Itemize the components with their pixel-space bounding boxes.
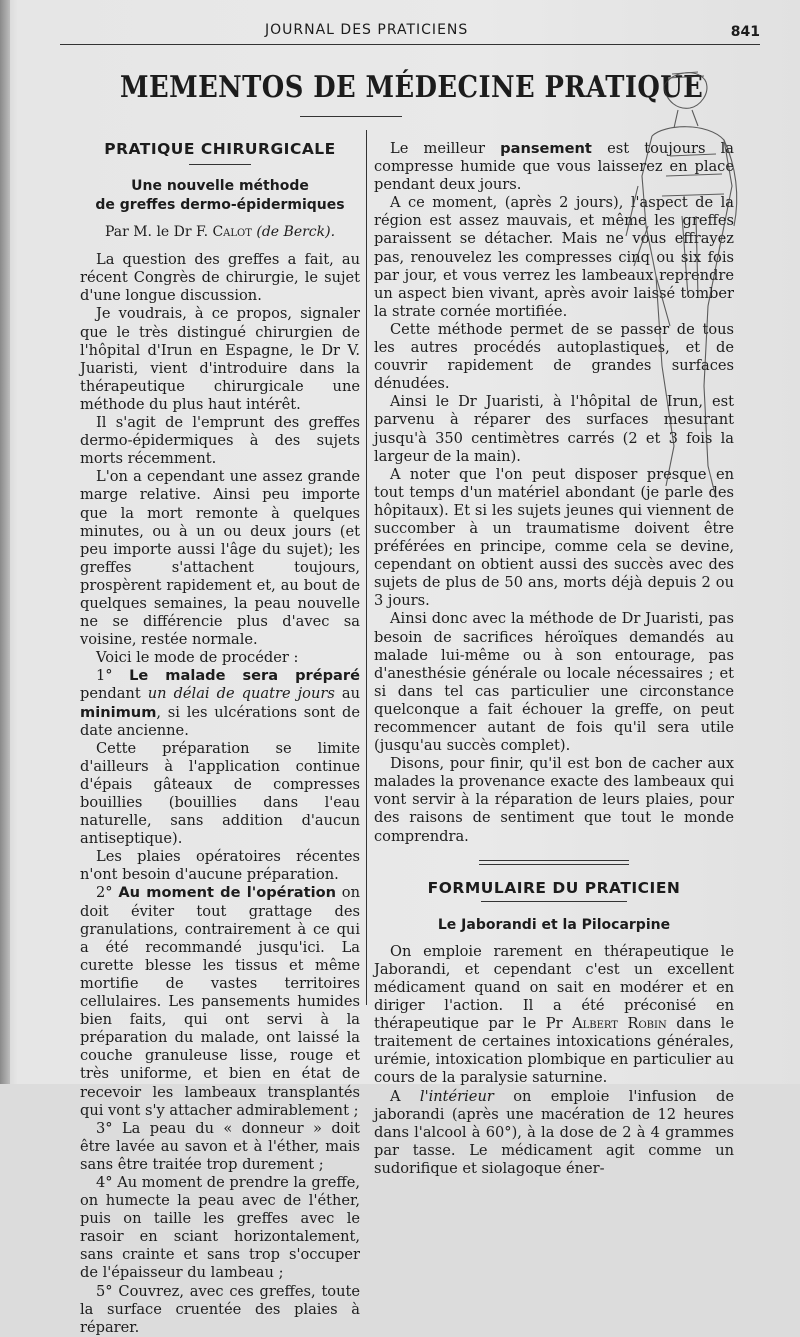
byline-author: Calot: [212, 224, 252, 241]
paragraph-step-2: [80, 884, 360, 1119]
paragraph-step-1: [80, 667, 360, 739]
step-number: 1°: [96, 667, 130, 685]
paragraph-pansement: [374, 140, 734, 194]
step-emphasis: Au moment de l'opération: [118, 884, 337, 902]
page-number: 841: [730, 24, 760, 40]
paragraph: Disons, pour finir, qu'il est bon de cacher aux malades la provenance exacte des lambeaux qui vont servir à la réparation de leurs plaies, pour des raisons de sentiment que tout le monde comprendra.: [374, 755, 734, 845]
byline-place: (de Berck).: [256, 224, 336, 241]
paragraph-step-5: 5° Couvrez, avec ces greffes, toute la surface cruentée des plaies à réparer.: [80, 1282, 360, 1336]
section-separator: [479, 860, 629, 865]
text-run: pendant: [80, 685, 148, 703]
section-heading-formulaire: FORMULAIRE DU PRATICIEN: [427, 878, 681, 897]
section-rule: [481, 901, 627, 902]
paragraph: Cette méthode permet de se passer de tous les autres procédés autoplastiques, et de couvrir rapidement de grandes surfaces dénudées.: [374, 320, 734, 393]
step-number: 2°: [96, 884, 119, 902]
text-run: Le meilleur: [390, 140, 501, 157]
bold-run: pansement: [500, 140, 592, 157]
text-run: au: [334, 685, 360, 703]
paragraph-step-3: 3° La peau du « donneur » doit être lavée au savon et à l'éther, mais sans être traitée trop durement ;: [80, 1119, 360, 1173]
section-rule: [189, 164, 251, 165]
text-run: dans le traitement de certaines intoxications générales, urémie, intoxication plombique en particulier au cours de la paralysie saturnine.: [374, 1015, 734, 1087]
text-run: A: [390, 1087, 420, 1105]
text-run: est toujours la compresse humide que vous laisserez en place pendant deux jours.: [374, 140, 734, 194]
paragraph: Ainsi le Dr Juaristi, à l'hôpital de Irun, est parvenu à réparer des surfaces mesurant jusqu'à 350 centimètres carrés (2 et 3 fois la largeur de la main).: [374, 393, 734, 465]
article-title-line-1: Une nouvelle méthode: [131, 178, 309, 195]
paragraph: Cette préparation se limite d'ailleurs à l'application continue d'épais gâteaux de compresses bouillies (bouillies dans l'eau naturelle, sans addition d'aucun antiseptique).: [80, 739, 360, 848]
paragraph: Ainsi donc avec la méthode de Dr Juaristi, pas besoin de sacrifices héroïques demandés au malade lui-même ou à son entourage, pas d'anesthésie générale ou locale nécessaires ; et si dans tel cas particulier une circonstance quelconque a fait échouer la greffe, on peut recommencer autant de fois qu'il sera utile (jusqu'au succès complet).: [374, 610, 734, 755]
paragraph: La question des greffes a fait, au récent Congrès de chirurgie, le sujet d'une longue discussion.: [80, 251, 360, 305]
paragraph: A noter que l'on peut disposer presque en tout temps d'un matériel abondant (je parle des hôpitaux). Et si les sujets jeunes qui viennent de succomber à un traumatisme doivent être préférées en principe, comme cela se devine, cependant on obtient aussi des succès avec des sujets de plus de 50 ans, morts déjà depuis 2 ou 3 jours.: [374, 465, 734, 610]
running-head: [70, 22, 770, 44]
article-title-jaborandi: Le Jaborandi et la Pilocarpine: [437, 916, 671, 933]
paragraph: Je voudrais, à ce propos, signaler que le très distingué chirurgien de l'hôpital d'Irun en Espagne, le Dr V. Juaristi, vient d'introduire dans la thérapeutique chirurgicale une méthode du plus haut intérêt.: [80, 305, 360, 413]
column-divider: [366, 130, 367, 1005]
title-rule: [300, 116, 402, 117]
paragraph-step-4: 4° Au moment de prendre la greffe, on humecte la peau avec de l'éther, puis on taille les greffes avec le rasoir en sciant horizontalement, sans crainte et sans trop s'occuper de l'épaisseur du lambeau ;: [80, 1173, 360, 1282]
author-name: Albert Robin: [562, 1015, 667, 1033]
right-column: [374, 140, 734, 1178]
byline-prefix: Par M. le Dr F.: [104, 224, 213, 241]
paragraph: Voici le mode de procéder :: [96, 649, 299, 667]
italic-run: un délai de quatre jours: [147, 685, 335, 703]
left-column: [80, 140, 360, 1337]
paragraph: Les plaies opératoires récentes n'ont besoin d'aucune préparation.: [80, 848, 360, 884]
text-run: , si les ulcérations sont de date ancienne.: [80, 703, 360, 739]
byline: [80, 223, 360, 241]
section-heading-chirurgicale: PRATIQUE CHIRURGICALE: [104, 140, 336, 158]
paragraph: L'on a cependant une assez grande marge relative. Ainsi peu importe que la mort remonte à quelques minutes, ou à un ou deux jours (et peu importe aussi l'âge du sujet); les greffes s'attachent toujours, prospèrent rapidement et, au bout de quelques semaines, la peau nouvelle ne se différencie plus d'avec sa voisine, restée normale.: [80, 468, 360, 649]
paragraph-jaborandi-2: [374, 1088, 734, 1178]
text-run: on doit éviter tout grattage des granulations, contrairement à ce qui a été recommandé jusqu'ici. La curette blesse les tissus et même mortifie de vastes territoires cellulaires. Les pansements humides bien faits, qui ont servi à la préparation du malade, ont laissé la couche granuleuse lisse, rouge et très uniforme, et bien en état de recevoir les lambeaux transplantés qui vont s'y attacher admirablement ;: [80, 884, 360, 1119]
text-run: On emploie rarement en thérapeutique le Jaborandi, et cependant c'est un excellent médicament quand on sait en modérer et en diriger l'action. Il a été préconisé en thérapeutique par le Pr: [374, 942, 734, 1033]
italic-run: l'intérieur: [419, 1087, 494, 1105]
paragraph-jaborandi-1: [374, 943, 734, 1088]
running-title: JOURNAL DES PRATICIENS: [265, 22, 469, 38]
article-title-line-2: de greffes dermo-épidermiques: [95, 197, 345, 214]
text-run: on emploie l'infusion de jaborandi (après une macération de 12 heures dans l'alcool à 60°), à la dose de 2 à 4 grammes par tasse. Le médicament agit comme un sudorifique et siolagoque éner-: [374, 1087, 734, 1177]
main-title: MEMENTOS DE MÉDECINE PRATIQUE: [120, 70, 704, 105]
paragraph: Il s'agit de l'emprunt des greffes dermo-épidermiques à des sujets morts récemment.: [80, 414, 360, 468]
step-emphasis: Le malade sera préparé: [129, 667, 360, 685]
bold-run: minimum: [80, 703, 157, 721]
page-binding-edge: [0, 0, 10, 1084]
paragraph: A ce moment, (après 2 jours), l'aspect de la région est assez mauvais, et même les greffes paraissent se détacher. Mais ne vous effrayez pas, renouvelez les compresses cinq ou six fois par jour, et vous verrez les lambeaux reprendre un aspect bien vivant, après avoir laissé tomber la strate cornée mortifiée.: [374, 194, 734, 320]
header-rule: [60, 44, 760, 45]
